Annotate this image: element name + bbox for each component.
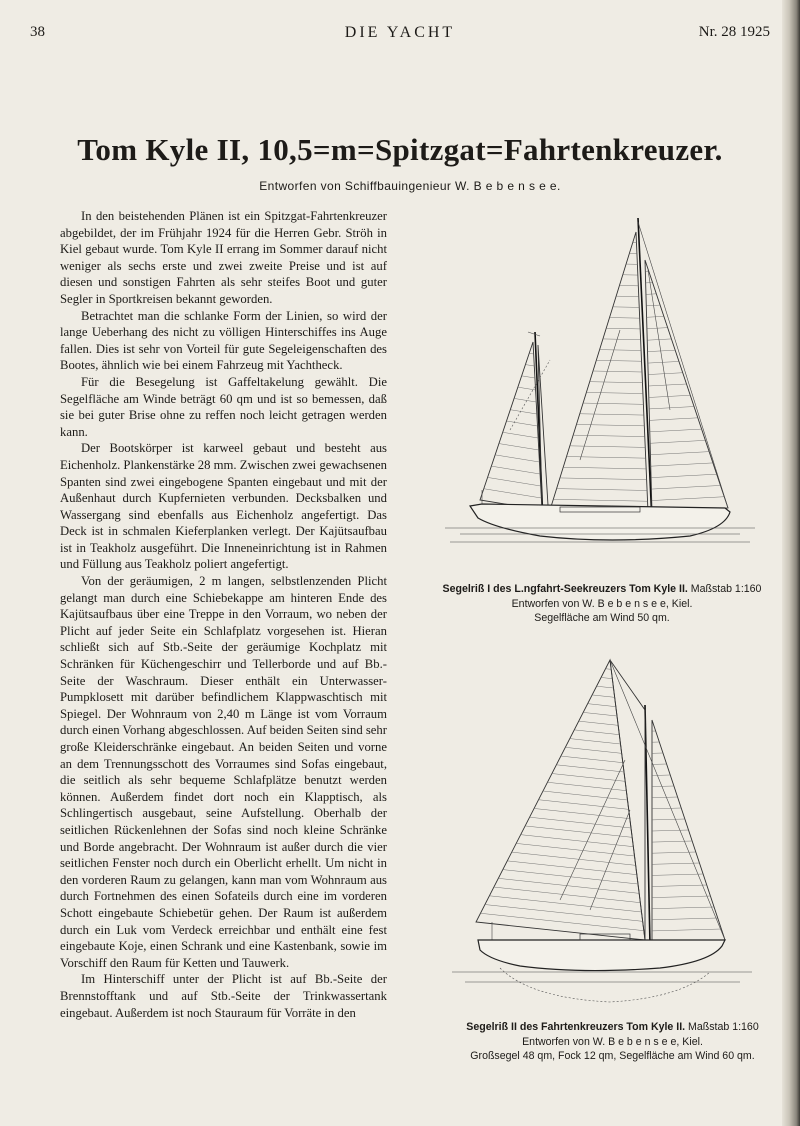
sail-seam [650, 429, 702, 432]
sail-seam [573, 435, 645, 436]
sail-seam [650, 440, 705, 443]
paragraph: Im Hinterschiff unter der Plicht ist auf Bb.-Seite der Brennstofftank und auf Stb.-Seite der Trinkwassertank eingebaut. Außerdem ist noch Stauraum für Vorräte in den [60, 972, 387, 1020]
sail-seam [651, 485, 720, 489]
magazine-title: DIE YACHT [344, 24, 456, 41]
sail-seam [553, 499, 647, 501]
sail-seam [488, 477, 541, 486]
sail-seam [590, 382, 643, 383]
sail-seam [499, 444, 539, 450]
sail-seam [570, 739, 621, 744]
sail-seam [647, 339, 671, 340]
sail-seam [646, 294, 656, 295]
figure-2-sail-area: Großsegel 48 qm, Fock 12 qm, Segelfläche am Wind 60 qm. [470, 1050, 755, 1062]
sail-seam [652, 874, 703, 875]
article-subtitle: Entworfen von Schiffbauingenieur W. B e b e n s e e. [259, 179, 561, 193]
sail-seam [610, 318, 640, 319]
sail-seam [652, 819, 685, 820]
sail-seam [652, 830, 689, 831]
paragraph: Von der geräumigen, 2 m langen, selbstlenzenden Plicht gelangt man durch eine Schiebekappe am hinteren Ende des Kajütsaufbaus über eine Treppe in den Vorraum, wo neben der Plicht auf jeder Seite ein Schlafplatz vorgesehen ist. Hieran schließt sich auf Stb.-Seite der geräumige Kochplatz mit Schränken für Küchengeschirr und Tellerborde und auf Bb.-Seite der Waschraum. Dieser enthält ein Unterwasser-Pumpklosett mit darüber befindlichem Klappwaschtisch mit Spiegel. Der Wohnraum von 2,40 m Länge ist vom Vorraum durch einen Vorhang abgeschlossen. Auf beiden Seiten sind sehr große Kleiderschränke eingebaut. An beiden Seiten und vorne an dem Trennungsschott des Vorraumes sind Sofas eingebaut, die seitlich als sehr bequeme Schlafplätze benutzt werden können. Außerdem findet dort noch ein Klapptisch, als Schlingertisch ausgebaut, seine Aufstellung. Oberhalb der seitlichen Rückenlehnen der Sofas sind noch kleine Schränke und Borde angebracht. Der Wohnraum ist außer durch die vier seitlichen Fenster noch durch ein Oberlicht erhellt. Um nicht in den vorderen Raum zu gelangen, kann man vom Wohnraum aus durch Fortnehmen des einen Sofateils durch eine im vorderen Schott eingebaute Schiebetür gehen. Der Raum ist außerdem durch ein Luk vom Verdeck erreichbar und enthält eine fest eingebaute Koje, einen Schrank und eine Kastenbank, sowie im Vorschiff den Raum für Ketten und Tauwerk. [60, 574, 387, 970]
sail-seam [576, 424, 644, 425]
figure-1-sail-area: Segelfläche am Wind 50 qm. [534, 612, 670, 624]
sail-seam [547, 782, 626, 790]
issue-number: Nr. 28 1925 [698, 24, 770, 40]
sail-seam [652, 885, 707, 887]
sail-seam [510, 410, 537, 414]
sail-seam [648, 373, 683, 375]
sail-seam [592, 695, 615, 697]
sail-seam [561, 756, 623, 763]
sail-seam [652, 497, 725, 501]
sail-seam [596, 360, 641, 361]
sail-seam [649, 418, 697, 421]
sail-seam [570, 446, 645, 448]
sail-seam [601, 677, 612, 678]
sail-seam [649, 395, 690, 397]
sail-seam [556, 765, 624, 772]
figure-1-designer: Entworfen von W. B e b e n s e e, Kiel. [511, 597, 693, 610]
sail-seam [651, 474, 717, 477]
sail-seam [648, 361, 679, 363]
sail-seam [651, 463, 713, 466]
sail-seam [557, 489, 647, 491]
sail-seam [593, 371, 642, 372]
sail-seam [652, 863, 699, 864]
sail-seam [514, 398, 536, 402]
sail-seam [652, 786, 674, 787]
figure-2-scale: Maßstab 1:160 [688, 1021, 759, 1033]
page-number: 38 [30, 24, 45, 40]
sail-seam [518, 387, 536, 390]
sail-seam [485, 905, 643, 922]
figure-1-caption-title [432, 582, 772, 597]
figure-1-title-text: Segelriß I des L.ngfahrt-Seekreuzers Tom Kyle II. [442, 583, 688, 595]
sail-seam [583, 403, 643, 404]
sail-seam [530, 817, 631, 828]
sail-seam [525, 826, 632, 837]
running-header [30, 24, 770, 44]
sail-seam [525, 365, 534, 366]
sail-seam [565, 747, 621, 753]
sail-seam [583, 712, 617, 716]
paragraph: Für die Besegelung ist Gaffeltakelung gewählt. Die Segelfläche am Winde beträgt 60 qm und ist so bemessen, daß sie bei guter Brise ohne zu reffen noch leicht getragen werden kann. [60, 374, 387, 439]
sail-seam [597, 686, 614, 688]
sail-seam [652, 918, 718, 920]
sail-seam [588, 704, 616, 707]
paragraph: Betrachtet man die schlanke Form der Linien, so wird der lange Ueberhang des nicht zu völligen Hinterschiffes ins Auge fallen. Dies ist sehr von Vorteil für gute Segeleigenschaften des Bootes, ähnlich wie bei einem Fahrzeug mit Yachtheck. [60, 308, 387, 373]
sail-seam [480, 913, 643, 930]
figure-2-caption-title [445, 1020, 780, 1035]
sail-seam [652, 929, 721, 931]
sail-seam [534, 808, 630, 818]
sail-seam [648, 350, 676, 351]
sail-seam [539, 800, 629, 810]
paragraph: In den beistehenden Plänen ist ein Spitzgat-Fahrtenkreuzer abgebildet, der im Frühjahr 1924 für die Herren Gebr. Ströh in Kiel gebaut wurde. Tom Kyle II errang im Sommer darauf nicht weniger als sechs erste und zwei zweite Preise und ist auf diesen und sonstigen Fahrten als sehr steifes Boot und guter Segler in Sportkreisen bekannt geworden. [60, 209, 387, 306]
sail-seam [521, 835, 634, 847]
sail-seam [574, 730, 619, 735]
sail-seam [652, 775, 670, 776]
sail-seam [603, 339, 641, 340]
sail-seam [489, 896, 641, 912]
sail-seam [516, 843, 634, 856]
sail-seam [613, 307, 639, 308]
figure-2-designer: Entworfen von W. B e b e n s e e, Kiel. [522, 1035, 703, 1048]
sail-plan-2-illustration [440, 650, 760, 1025]
sail-seam [507, 421, 538, 426]
sail-seam [652, 797, 678, 798]
sail-seam [652, 841, 692, 842]
sail-seam [579, 721, 618, 725]
sail-seam [491, 466, 540, 474]
sail-seam [586, 392, 643, 393]
sail-seam [600, 350, 641, 351]
paragraph: Der Bootskörper ist karweel gebaut und besteht aus Eichenholz. Plankenstärke 28 mm. Zwischen zwei gewachsenen Spanten sind zwei eingebogene Spanten eingebaut und mit der Außenhaut durch Kupfernieten verbunden. Decksbalken und Wassergang sind ebenfalls aus Eichenholz angefertigt. Das Deck ist in schmalen Kieferplanken verlegt. Der Kajütsaufbau ist in Teakholz ausgeführt. Die Inneneinrichtung ist in Rahmen und Füllung aus Teakholz poliert angefertigt. [60, 441, 387, 572]
sail-seam [507, 861, 637, 875]
sail-seam [560, 478, 647, 480]
sail-seam [649, 407, 694, 409]
sail-seam [494, 887, 640, 903]
sail-seam [606, 669, 612, 670]
sail-seam [650, 452, 709, 455]
sail-seam [484, 489, 542, 498]
sail-seam [529, 353, 533, 354]
sail-seam [652, 808, 681, 809]
figure-1-caption [432, 582, 772, 626]
sail-seam [652, 907, 714, 909]
sail-seam [543, 791, 628, 800]
page-edge-shadow [782, 0, 800, 1126]
figure-1-scale: Maßstab 1:160 [690, 583, 762, 595]
sail-seam [552, 774, 625, 782]
sail-seam [580, 414, 644, 415]
sail-seam [563, 467, 646, 469]
figure-2-title-text: Segelriß II des Fahrtenkreuzers Tom Kyle II. [466, 1021, 686, 1033]
sail-seam [567, 457, 646, 459]
article-body [60, 208, 387, 1021]
sail-seam [503, 432, 538, 438]
figure-2-caption [445, 1020, 780, 1064]
sail-seam [649, 384, 687, 386]
sail-seam [606, 328, 640, 329]
sail-seam [503, 870, 638, 884]
sail-seam [652, 896, 710, 898]
article-title: Tom Kyle II, 10,5=m=Spitzgat=Fahrtenkreuzer. [77, 132, 723, 167]
sail-seam [522, 376, 535, 378]
sail-plan-1-illustration [440, 210, 760, 555]
sail-seam [495, 455, 539, 462]
sail-seam [646, 305, 660, 306]
